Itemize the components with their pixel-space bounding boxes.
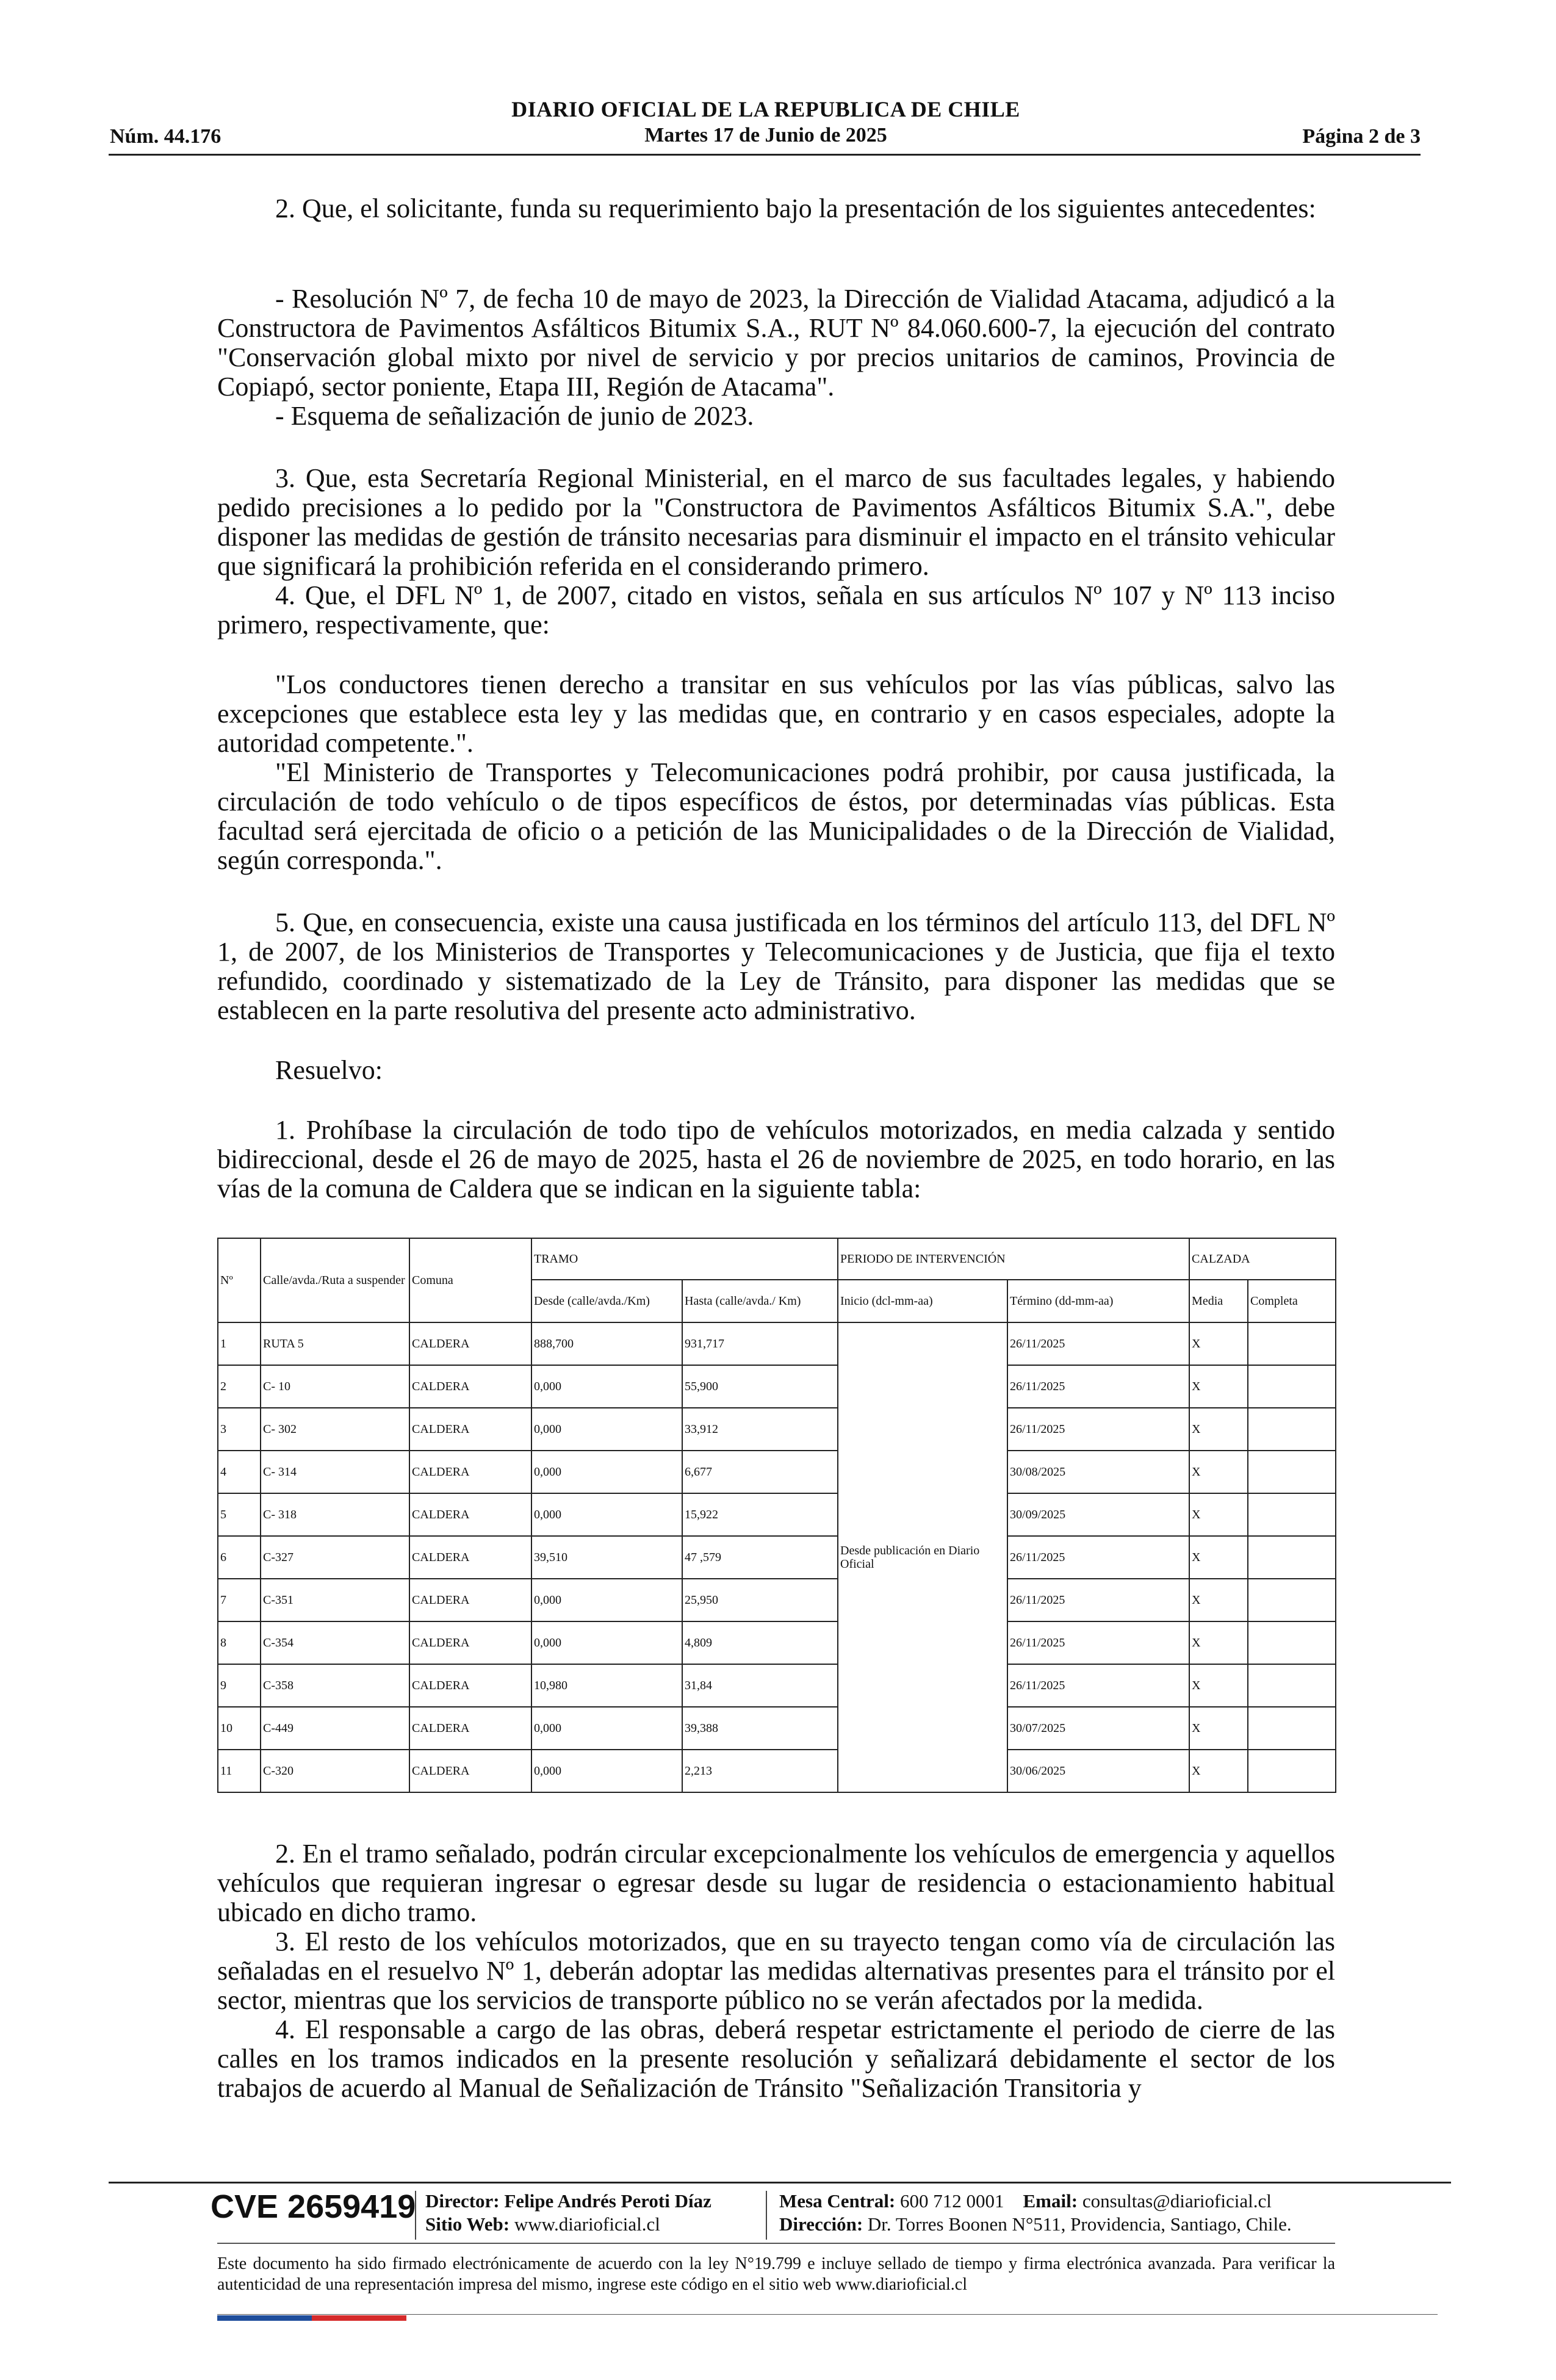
table-row: [218, 1322, 1336, 1365]
cell-desde: 0,000: [531, 1707, 682, 1750]
cell-media: X: [1189, 1408, 1248, 1451]
cell-completa: [1248, 1493, 1336, 1536]
resuelvo-1-block: [217, 1116, 1335, 1203]
table-row: [218, 1579, 1336, 1621]
cell-media: X: [1189, 1451, 1248, 1493]
considerando-3: 3. Que, esta Secretaría Regional Ministerial, en el marco de sus facultades legales, y habiendo pedido precisiones a lo pedido por la "Constructora de Pavimentos Asfálticos Bitumix S.A.", debe disponer las medidas de gestión de tránsito necesarias para disminuir el impacto en el tránsito vehicular que significará la prohibición referida en el considerando primero.: [217, 463, 1335, 581]
cell-desde: 10,980: [531, 1664, 682, 1707]
cell-termino: 30/09/2025: [1007, 1493, 1189, 1536]
cell-media: X: [1189, 1536, 1248, 1579]
cell-media: X: [1189, 1750, 1248, 1792]
cell-termino: 30/07/2025: [1007, 1707, 1189, 1750]
cell-desde: 0,000: [531, 1621, 682, 1664]
resuelvo-2: 2. En el tramo señalado, podrán circular excepcionalmente los vehículos de emergencia y aquellos vehículos que requieran ingresar o egresar desde su lugar de residencia o estacionamiento habitual ubicado en dicho tramo.: [217, 1839, 1335, 1927]
cell-completa: [1248, 1365, 1336, 1408]
cell-termino: 30/06/2025: [1007, 1750, 1189, 1792]
header-num: Nº: [218, 1238, 261, 1322]
cell-num: 4: [218, 1451, 261, 1493]
header-calle: Calle/avda./Ruta a suspender: [261, 1238, 409, 1322]
cell-media: X: [1189, 1707, 1248, 1750]
header-comuna: Comuna: [409, 1238, 531, 1322]
resuelvo-block: [217, 1056, 1335, 1085]
cell-completa: [1248, 1750, 1336, 1792]
cell-media: X: [1189, 1621, 1248, 1664]
cell-desde: 0,000: [531, 1493, 682, 1536]
cell-termino: 26/11/2025: [1007, 1322, 1189, 1365]
header-divider: [109, 154, 1421, 156]
cell-hasta: 39,388: [682, 1707, 838, 1750]
cell-comuna: CALDERA: [409, 1579, 531, 1621]
cell-desde: 0,000: [531, 1408, 682, 1451]
footer-divider: [109, 2182, 1451, 2183]
flag-bar-red: [312, 2315, 406, 2321]
cell-calle: C-449: [261, 1707, 409, 1750]
cell-hasta: 31,84: [682, 1664, 838, 1707]
cell-desde: 0,000: [531, 1750, 682, 1792]
cell-completa: [1248, 1322, 1336, 1365]
cell-calle: C-351: [261, 1579, 409, 1621]
header-periodo: PERIODO DE INTERVENCIÓN: [838, 1238, 1189, 1280]
cell-num: 7: [218, 1579, 261, 1621]
cell-media: X: [1189, 1579, 1248, 1621]
table-row: [218, 1664, 1336, 1707]
cell-completa: [1248, 1536, 1336, 1579]
paragraph-3-4: [217, 464, 1335, 640]
table-row: [218, 1621, 1336, 1664]
cell-calle: C-354: [261, 1621, 409, 1664]
cell-comuna: CALDERA: [409, 1750, 531, 1792]
cell-hasta: 15,922: [682, 1493, 838, 1536]
paragraph-5: [217, 908, 1335, 1025]
cell-calle: C-358: [261, 1664, 409, 1707]
antecedente-resolucion: - Resolución Nº 7, de fecha 10 de mayo de 2023, la Dirección de Vialidad Atacama, adjudicó a la Constructora de Pavimentos Asfálticos Bitumix S.A., RUT Nº 84.060.600-7, la ejecución del contrato "Conservación global mixto por nivel de servicio y por precios unitarios de caminos, Provincia de Copiapó, sector poniente, Etapa III, Región de Atacama".: [217, 284, 1335, 402]
resuelvo-heading: Resuelvo:: [275, 1055, 383, 1085]
cell-comuna: CALDERA: [409, 1707, 531, 1750]
cell-hasta: 25,950: [682, 1579, 838, 1621]
quote-art-107: "Los conductores tienen derecho a transitar en sus vehículos por las vías públicas, salvo las excepciones que establece esta ley y las medidas que, en contrario y en casos especiales, adopte la autoridad competente.".: [217, 669, 1335, 758]
cell-inicio-merged: Desde publicación en Diario Oficial: [838, 1322, 1007, 1792]
page-indicator: Página 2 de 3: [1302, 125, 1421, 148]
issue-date: Martes 17 de Junio de 2025: [644, 124, 887, 146]
cell-hasta: 33,912: [682, 1408, 838, 1451]
cell-media: X: [1189, 1322, 1248, 1365]
cve-code: CVE 2659419: [211, 2188, 416, 2225]
cell-media: X: [1189, 1365, 1248, 1408]
cell-num: 2: [218, 1365, 261, 1408]
cell-num: 9: [218, 1664, 261, 1707]
cell-num: 10: [218, 1707, 261, 1750]
flag-color-bar: [217, 2315, 406, 2321]
cell-termino: 30/08/2025: [1007, 1451, 1189, 1493]
footer-separator: [766, 2191, 767, 2240]
resuelvo-1: 1. Prohíbase la circulación de todo tipo de vehículos motorizados, en media calzada y sentido bidireccional, desde el 26 de mayo de 2025, hasta el 26 de noviembre de 2025, en todo horario, en las vías de la comuna de Caldera que se indican en la siguiente tabla:: [217, 1115, 1335, 1203]
cell-hasta: 6,677: [682, 1451, 838, 1493]
address-text: Dr. Torres Boonen N°511, Providencia, Santiago, Chile.: [867, 2213, 1292, 2235]
cell-calle: C-327: [261, 1536, 409, 1579]
cell-termino: 26/11/2025: [1007, 1365, 1189, 1408]
table-row: [218, 1750, 1336, 1792]
considerando-2: 2. Que, el solicitante, funda su requerimiento bajo la presentación de los siguientes antecedentes:: [275, 193, 1316, 223]
table-row: [218, 1536, 1336, 1579]
footer-separator: [415, 2191, 416, 2240]
cell-num: 5: [218, 1493, 261, 1536]
header-desde: Desde (calle/avda./Km): [531, 1280, 682, 1322]
header-tramo: TRAMO: [531, 1238, 838, 1280]
cell-num: 11: [218, 1750, 261, 1792]
footer-director-block: [425, 2190, 711, 2236]
cell-desde: 39,510: [531, 1536, 682, 1579]
mesa-phone: 600 712 0001: [900, 2190, 1004, 2212]
footer-divider: [217, 2243, 1335, 2244]
cell-comuna: CALDERA: [409, 1408, 531, 1451]
road-closure-table: [217, 1238, 1336, 1793]
newspaper-title: DIARIO OFICIAL DE LA REPUBLICA DE CHILE: [511, 97, 1020, 121]
cell-num: 1: [218, 1322, 261, 1365]
cell-completa: [1248, 1408, 1336, 1451]
footer-contact-block: [779, 2190, 1292, 2236]
cell-hasta: 47 ,579: [682, 1536, 838, 1579]
cell-calle: C- 302: [261, 1408, 409, 1451]
cell-hasta: 4,809: [682, 1621, 838, 1664]
resuelvo-4: 4. El responsable a cargo de las obras, deberá respetar estrictamente el periodo de cierre de las calles en los tramos indicados en la presente resolución y señalizará debidamente el sector de los trabajos de acuerdo al Manual de Señalización de Tránsito "Señalización Transitoria y: [217, 2014, 1335, 2103]
cell-comuna: CALDERA: [409, 1493, 531, 1536]
cell-comuna: CALDERA: [409, 1621, 531, 1664]
resuelvo-2-4-block: [217, 1839, 1335, 2103]
cell-comuna: CALDERA: [409, 1451, 531, 1493]
email-label: Email:: [1023, 2190, 1078, 2212]
cell-termino: 26/11/2025: [1007, 1664, 1189, 1707]
cell-termino: 26/11/2025: [1007, 1536, 1189, 1579]
table-row: [218, 1493, 1336, 1536]
website-link[interactable]: www.diarioficial.cl: [514, 2213, 660, 2235]
email-link[interactable]: consultas@diarioficial.cl: [1082, 2190, 1272, 2212]
issue-number: Núm. 44.176: [110, 125, 222, 148]
considerando-5: 5. Que, en consecuencia, existe una causa justificada en los términos del artículo 113, del DFL Nº 1, de 2007, de los Ministerios de Transportes y Telecomunicaciones y de Justicia, que fija el texto refundido, coordinado y sistematizado de la Ley de Tránsito, para disponer las medidas que se establecen en la parte resolutiva del presente acto administrativo.: [217, 907, 1335, 1025]
cell-completa: [1248, 1451, 1336, 1493]
table-row: [218, 1365, 1336, 1408]
cell-calle: C-320: [261, 1750, 409, 1792]
legal-notice: Este documento ha sido firmado electrónicamente de acuerdo con la ley N°19.799 e incluye sellado de tiempo y firma electrónica avanzada. Para verificar la autenticidad de una representación impresa del mismo, ingrese este código en el sitio web www.diarioficial.cl: [217, 2254, 1335, 2294]
table-row: [218, 1451, 1336, 1493]
cell-num: 8: [218, 1621, 261, 1664]
footer-divider: [217, 2314, 1438, 2315]
cell-calle: RUTA 5: [261, 1322, 409, 1365]
cell-num: 6: [218, 1536, 261, 1579]
cell-completa: [1248, 1664, 1336, 1707]
cell-comuna: CALDERA: [409, 1365, 531, 1408]
cell-termino: 26/11/2025: [1007, 1408, 1189, 1451]
cell-calle: C- 314: [261, 1451, 409, 1493]
antecedentes-block: [217, 284, 1335, 431]
table-row: [218, 1408, 1336, 1451]
header-completa: Completa: [1248, 1280, 1336, 1322]
cell-calle: C- 10: [261, 1365, 409, 1408]
header-inicio: Inicio (dcl-mm-aa): [838, 1280, 1007, 1322]
antecedente-esquema: - Esquema de señalización de junio de 2023.: [275, 401, 754, 431]
cell-termino: 26/11/2025: [1007, 1621, 1189, 1664]
quote-art-113: "El Ministerio de Transportes y Telecomunicaciones podrá prohibir, por causa justificada, la circulación de todo vehículo o de tipos específicos de éstos, por determinadas vías públicas. Esta facultad será ejercitada de oficio o a petición de las Municipalidades o de la Dirección de Vialidad, según corresponda.".: [217, 757, 1335, 875]
cell-completa: [1248, 1579, 1336, 1621]
cell-hasta: 931,717: [682, 1322, 838, 1365]
header-media: Media: [1189, 1280, 1248, 1322]
cell-num: 3: [218, 1408, 261, 1451]
cell-media: X: [1189, 1664, 1248, 1707]
cell-hasta: 2,213: [682, 1750, 838, 1792]
cell-desde: 888,700: [531, 1322, 682, 1365]
cell-termino: 26/11/2025: [1007, 1579, 1189, 1621]
cell-desde: 0,000: [531, 1579, 682, 1621]
cell-media: X: [1189, 1493, 1248, 1536]
considerando-4: 4. Que, el DFL Nº 1, de 2007, citado en vistos, señala en sus artículos Nº 107 y Nº 113 inciso primero, respectivamente, que:: [217, 580, 1335, 640]
mesa-label: Mesa Central:: [779, 2190, 896, 2212]
director-label: Director:: [425, 2190, 500, 2212]
cell-desde: 0,000: [531, 1451, 682, 1493]
header-termino: Término (dd-mm-aa): [1007, 1280, 1189, 1322]
header-hasta: Hasta (calle/avda./ Km): [682, 1280, 838, 1322]
quotes-block: [217, 670, 1335, 875]
cell-desde: 0,000: [531, 1365, 682, 1408]
cell-comuna: CALDERA: [409, 1664, 531, 1707]
director-name: Felipe Andrés Peroti Díaz: [504, 2190, 711, 2212]
cell-calle: C- 318: [261, 1493, 409, 1536]
cell-completa: [1248, 1707, 1336, 1750]
flag-bar-blue: [217, 2315, 312, 2321]
header-calzada: CALZADA: [1189, 1238, 1336, 1280]
cell-hasta: 55,900: [682, 1365, 838, 1408]
paragraph-2: [217, 194, 1335, 223]
table-row: [218, 1707, 1336, 1750]
cell-comuna: CALDERA: [409, 1536, 531, 1579]
resuelvo-3: 3. El resto de los vehículos motorizados, que en su trayecto tengan como vía de circulación las señaladas en el resuelvo Nº 1, deberán adoptar las medidas alternativas presentes para el tránsito por el sector, mientras que los servicios de transporte público no se verán afectados por la medida.: [217, 1927, 1335, 2015]
cell-comuna: CALDERA: [409, 1322, 531, 1365]
cell-completa: [1248, 1621, 1336, 1664]
address-label: Dirección:: [779, 2213, 863, 2235]
website-label: Sitio Web:: [425, 2213, 510, 2235]
